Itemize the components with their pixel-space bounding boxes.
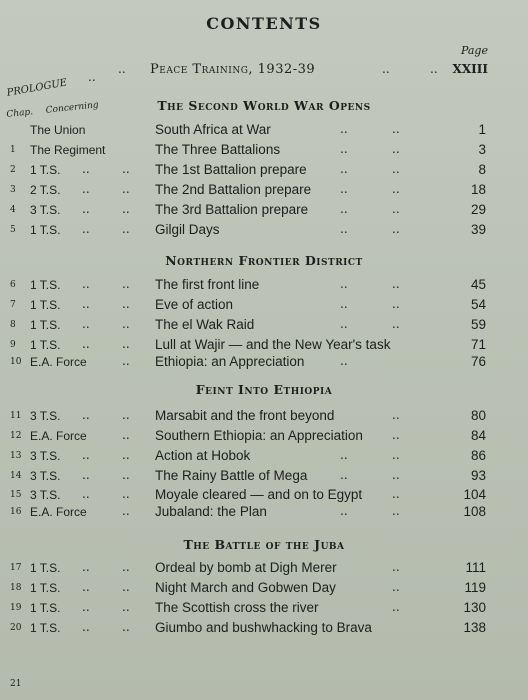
- entry-title: South Africa at War: [155, 122, 271, 137]
- leader-dots: ..: [392, 600, 400, 614]
- leader-dots: ..: [340, 354, 348, 368]
- concerning-text: E.A. Force: [30, 429, 87, 443]
- leader-dots: ..: [82, 580, 90, 594]
- chapter-number: 8: [10, 320, 16, 330]
- leader-dots: ..: [122, 162, 130, 176]
- concerning-text: 1 T.S.: [30, 163, 61, 177]
- leader-dots: ..: [122, 297, 130, 311]
- concerning-text: 1 T.S.: [30, 561, 61, 575]
- toc-entry: [0, 182, 528, 202]
- concerning-text: 1 T.S.: [30, 621, 61, 635]
- leader-dots: ..: [340, 202, 348, 216]
- leader-dots: ..: [82, 317, 90, 331]
- entry-title: The Scottish cross the river: [155, 600, 319, 615]
- leader-dots: ..: [392, 297, 400, 311]
- chapter-number: 17: [10, 563, 22, 573]
- leader-dots: ..: [82, 337, 90, 351]
- leader-dots: ..: [392, 468, 400, 482]
- section-heading: Northern Frontier District: [165, 253, 363, 268]
- concerning-text: 1 T.S.: [30, 601, 61, 615]
- leader-dots: ..: [122, 317, 130, 331]
- leader-dots: ..: [122, 487, 130, 501]
- leader-dots: ..: [118, 62, 126, 76]
- leader-dots: ..: [122, 222, 130, 236]
- leader-dots: ..: [340, 317, 348, 331]
- entry-title: Eve of action: [155, 297, 234, 312]
- chapter-number: 6: [10, 280, 16, 290]
- page-title: CONTENTS: [206, 14, 322, 33]
- leader-dots: ..: [82, 162, 90, 176]
- chapter-number: 2: [10, 165, 16, 175]
- leader-dots: ..: [340, 122, 348, 136]
- leader-dots: ..: [82, 448, 90, 462]
- concerning-text: The Regiment: [30, 143, 106, 157]
- page-number: 93: [470, 468, 486, 483]
- entry-title: The first front line: [155, 277, 260, 292]
- page-column-label: Page: [460, 44, 488, 57]
- page-number: 80: [470, 408, 486, 423]
- chapter-number: 14: [10, 471, 22, 481]
- chapter-number: 10: [10, 357, 22, 367]
- entry-title: Jubaland: the Plan: [155, 504, 267, 519]
- chapter-number: 5: [10, 225, 16, 235]
- chapter-number: 1: [10, 145, 16, 155]
- leader-dots: ..: [122, 620, 130, 634]
- page-number: 71: [470, 337, 486, 352]
- entry-title: The 2nd Battalion prepare: [155, 182, 312, 197]
- leader-dots: ..: [82, 468, 90, 482]
- page-number: 104: [463, 487, 486, 502]
- leader-dots: ..: [392, 277, 400, 291]
- toc-entry: [0, 504, 528, 524]
- leader-dots: ..: [122, 468, 130, 482]
- leader-dots: ..: [82, 182, 90, 196]
- concerning-text: 1 T.S.: [30, 223, 61, 237]
- leader-dots: ..: [340, 182, 348, 196]
- leader-dots: ..: [122, 448, 130, 462]
- leader-dots: ..: [340, 162, 348, 176]
- leader-dots: ..: [122, 277, 130, 291]
- page-number: 29: [470, 202, 486, 217]
- entry-title: Marsabit and the front beyond: [155, 408, 335, 423]
- leader-dots: ..: [392, 202, 400, 216]
- page-number: 39: [470, 222, 486, 237]
- leader-dots: ..: [392, 448, 400, 462]
- leader-dots: ..: [340, 504, 348, 518]
- section-heading: The Second World War Opens: [157, 98, 371, 113]
- leader-dots: ..: [82, 600, 90, 614]
- leader-dots: ..: [122, 182, 130, 196]
- leader-dots: ..: [122, 428, 130, 442]
- chapter-number: 13: [10, 451, 22, 461]
- leader-dots: ..: [122, 337, 130, 351]
- leader-dots: ..: [392, 580, 400, 594]
- entry-title: The 3rd Battalion prepare: [155, 202, 309, 217]
- concerning-text: 3 T.S.: [30, 488, 61, 502]
- leader-dots: ..: [392, 162, 400, 176]
- leader-dots: ..: [382, 62, 390, 76]
- page-number: 84: [470, 428, 486, 443]
- chapter-number: 3: [10, 185, 16, 195]
- concerning-text: 2 T.S.: [30, 183, 61, 197]
- chapter-number: 15: [10, 490, 22, 500]
- leader-dots: ..: [340, 448, 348, 462]
- chapter-number: 11: [10, 411, 22, 421]
- leader-dots: ..: [82, 297, 90, 311]
- prologue-page: XXIII: [452, 62, 488, 76]
- leader-dots: ..: [392, 122, 400, 136]
- chapter-number: 9: [10, 340, 16, 350]
- chapter-number: 4: [10, 205, 16, 215]
- leader-dots: ..: [430, 62, 438, 76]
- entry-title: Moyale cleared — and on to Egypt: [155, 487, 363, 502]
- concerning-text: 3 T.S.: [30, 469, 61, 483]
- page-number: 111: [465, 560, 486, 575]
- toc-entry: [0, 620, 528, 640]
- page-number: 86: [470, 448, 486, 463]
- toc-entry: [0, 468, 528, 488]
- chapter-number: 16: [10, 507, 22, 517]
- leader-dots: ..: [392, 560, 400, 574]
- toc-entry: [0, 448, 528, 468]
- chapter-number: 19: [10, 603, 22, 613]
- page-number: 45: [470, 277, 486, 292]
- concerning-text: E.A. Force: [30, 355, 87, 369]
- page-number: 1: [478, 122, 486, 137]
- leader-dots: ..: [340, 222, 348, 236]
- entry-title: The el Wak Raid: [155, 317, 255, 332]
- concerning-text: The Union: [30, 123, 86, 137]
- leader-dots: ..: [122, 202, 130, 216]
- leader-dots: ..: [82, 408, 90, 422]
- leader-dots: ..: [392, 317, 400, 331]
- toc-entry: [0, 428, 528, 448]
- leader-dots: ..: [122, 408, 130, 422]
- leader-dots: ..: [392, 222, 400, 236]
- chapter-number: 7: [10, 300, 16, 310]
- chapter-number: 21: [10, 679, 22, 689]
- leader-dots: ..: [82, 560, 90, 574]
- leader-dots: ..: [122, 600, 130, 614]
- page-number: 8: [478, 162, 486, 177]
- leader-dots: ..: [340, 297, 348, 311]
- page-number: 138: [463, 620, 486, 635]
- concerning-text: 1 T.S.: [30, 298, 61, 312]
- leader-dots: ..: [340, 277, 348, 291]
- toc-entry: [0, 297, 528, 317]
- leader-dots: ..: [392, 487, 400, 501]
- toc-entry: [0, 354, 528, 374]
- toc-entry: [0, 580, 528, 600]
- page-number: 3: [478, 142, 486, 157]
- entry-title: Action at Hobok: [155, 448, 251, 463]
- chapter-number: 12: [10, 431, 22, 441]
- entry-title: Night March and Gobwen Day: [155, 580, 336, 595]
- toc-entry: [0, 560, 528, 580]
- concerning-text: 1 T.S.: [30, 318, 61, 332]
- section-heading: Feint Into Ethiopia: [195, 382, 333, 397]
- entry-title: The Rainy Battle of Mega: [155, 468, 308, 483]
- concerning-text: 3 T.S.: [30, 449, 61, 463]
- page-number: 119: [464, 580, 486, 595]
- entry-title: Ordeal by bomb at Digh Merer: [155, 560, 337, 575]
- entry-title: Lull at Wajir — and the New Year's task: [155, 337, 391, 352]
- concerning-text: 3 T.S.: [30, 203, 61, 217]
- toc-entry: [0, 277, 528, 297]
- prologue-label: PROLOGUE: [6, 77, 68, 99]
- page-number: 130: [463, 600, 486, 615]
- entry-title: Southern Ethiopia: an Appreciation: [155, 428, 363, 443]
- toc-entry: [0, 408, 528, 428]
- concerning-label: Concerning: [45, 100, 100, 116]
- entry-title: The 1st Battalion prepare: [155, 162, 307, 177]
- leader-dots: ..: [340, 468, 348, 482]
- leader-dots: ..: [392, 504, 400, 518]
- leader-dots: ..: [82, 222, 90, 236]
- concerning-text: 1 T.S.: [30, 338, 61, 352]
- entry-title: Gilgil Days: [155, 222, 220, 237]
- toc-entry: [0, 122, 528, 142]
- concerning-text: 3 T.S.: [30, 409, 61, 423]
- toc-entry: [0, 202, 528, 222]
- leader-dots: ..: [392, 428, 400, 442]
- leader-dots: ..: [392, 408, 400, 422]
- page-number: 59: [470, 317, 486, 332]
- leader-dots: ..: [82, 620, 90, 634]
- leader-dots: ..: [392, 182, 400, 196]
- concerning-text: 1 T.S.: [30, 278, 61, 292]
- leader-dots: ..: [122, 504, 130, 518]
- page-number: 108: [463, 504, 486, 519]
- leader-dots: ..: [82, 277, 90, 291]
- chap-label: Chap.: [6, 107, 34, 120]
- prologue-row: [0, 62, 528, 82]
- page-number: 76: [470, 354, 486, 369]
- entry-title: Giumbo and bushwhacking to Brava: [155, 620, 372, 635]
- leader-dots: ..: [122, 580, 130, 594]
- prologue-title: Peace Training, 1932-39: [150, 62, 316, 77]
- page-number: 18: [470, 182, 486, 197]
- leader-dots: ..: [122, 354, 130, 368]
- toc-entry: [0, 317, 528, 337]
- entry-title: Ethiopia: an Appreciation: [155, 354, 305, 369]
- toc-entry: [0, 222, 528, 242]
- section-heading: The Battle of the Juba: [183, 537, 345, 552]
- concerning-text: E.A. Force: [30, 505, 87, 519]
- toc-entry: [0, 600, 528, 620]
- chapter-number: 20: [10, 623, 22, 633]
- leader-dots: ..: [82, 202, 90, 216]
- leader-dots: ..: [340, 142, 348, 156]
- leader-dots: ..: [82, 487, 90, 501]
- toc-entry: [0, 162, 528, 182]
- trailing-chapter-number: [0, 676, 528, 696]
- page-number: 54: [470, 297, 486, 312]
- leader-dots: ..: [392, 142, 400, 156]
- concerning-text: 1 T.S.: [30, 581, 61, 595]
- chapter-number: 18: [10, 583, 22, 593]
- entry-title: The Three Battalions: [155, 142, 281, 157]
- toc-entry: [0, 142, 528, 162]
- leader-dots: ..: [88, 70, 96, 84]
- leader-dots: ..: [122, 560, 130, 574]
